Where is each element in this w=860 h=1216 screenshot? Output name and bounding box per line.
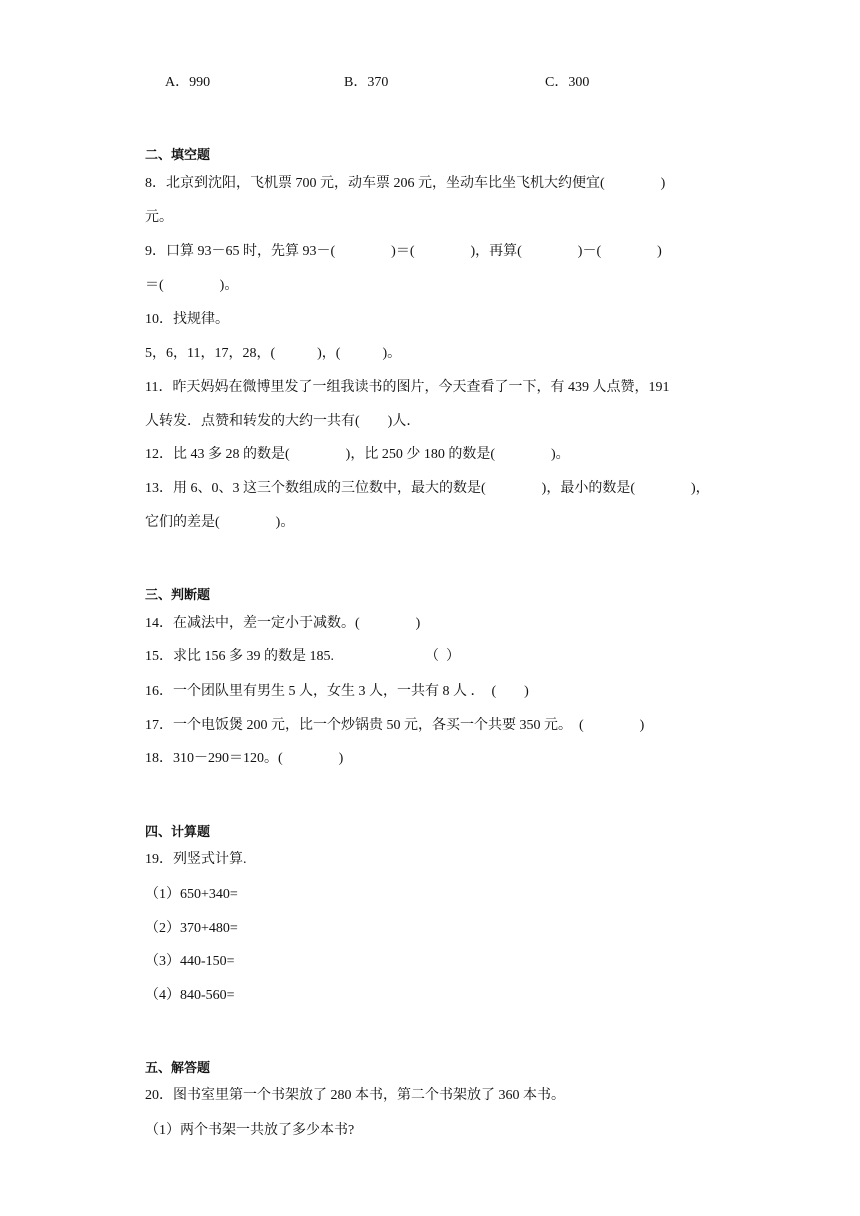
question-12: 12．比 43 多 28 的数是( )，比 250 少 180 的数是( )。: [145, 447, 570, 462]
question-11-line-2: 人转发．点赞和转发的大约一共有( )人．: [145, 414, 421, 429]
question-17: 17．一个电饭煲 200 元，比一个炒锅贵 50 元，各买一个共要 350 元。 ( ): [145, 718, 645, 733]
question-19-part-3: （3）440-150=: [145, 954, 235, 969]
question-11-line-1: 11．昨天妈妈在微博里发了一组我读书的图片，今天查看了一下，有 439 人点赞，191: [145, 380, 670, 395]
question-8-line-1: 8．北京到沈阳，飞机票 700 元，动车票 206 元，坐动车比坐飞机大约便宜( ): [145, 176, 666, 191]
question-10-line-2: 5，6，11，17，28，( )，( )。: [145, 346, 402, 361]
section-heading-calculation: 四、计算题: [145, 825, 211, 840]
question-14: 14．在减法中，差一定小于减数。( ): [145, 616, 421, 631]
question-10-line-1: 10．找规律。: [145, 312, 229, 327]
question-19-part-4: （4）840-560=: [145, 988, 235, 1003]
option-a: A．990: [165, 75, 211, 90]
section-heading-fill-in: 二、填空题: [145, 148, 211, 163]
question-9-line-1: 9．口算 93－65 时，先算 93－( )＝( )，再算( )－( ): [145, 244, 662, 259]
question-9-line-2: ＝( )。: [145, 278, 239, 293]
question-19-part-1: （1）650+340=: [145, 887, 238, 902]
option-b: B．370: [344, 75, 389, 90]
question-20-part-1: （1）两个书架一共放了多少本书?: [145, 1123, 355, 1138]
option-c: C．300: [545, 75, 590, 90]
section-heading-word-problems: 五、解答题: [145, 1061, 211, 1076]
question-20: 20．图书室里第一个书架放了 280 本书，第二个书架放了 360 本书。: [145, 1088, 565, 1103]
question-13-line-2: 它们的差是( )。: [145, 515, 295, 530]
question-19: 19．列竖式计算.: [145, 852, 247, 867]
section-heading-true-false: 三、判断题: [145, 588, 211, 603]
question-8-line-2: 元。: [145, 210, 173, 225]
question-18: 18．310－290＝120。( ): [145, 751, 344, 766]
question-19-part-2: （2）370+480=: [145, 921, 238, 936]
question-15: 15．求比 156 多 39 的数是 185. （ ）: [145, 649, 460, 664]
question-13-line-1: 13．用 6、0、3 这三个数组成的三位数中，最大的数是( )，最小的数是( )，: [145, 481, 710, 496]
question-16: 16．一个团队里有男生 5 人，女生 3 人，一共有 8 人 ． ( ): [145, 684, 529, 699]
